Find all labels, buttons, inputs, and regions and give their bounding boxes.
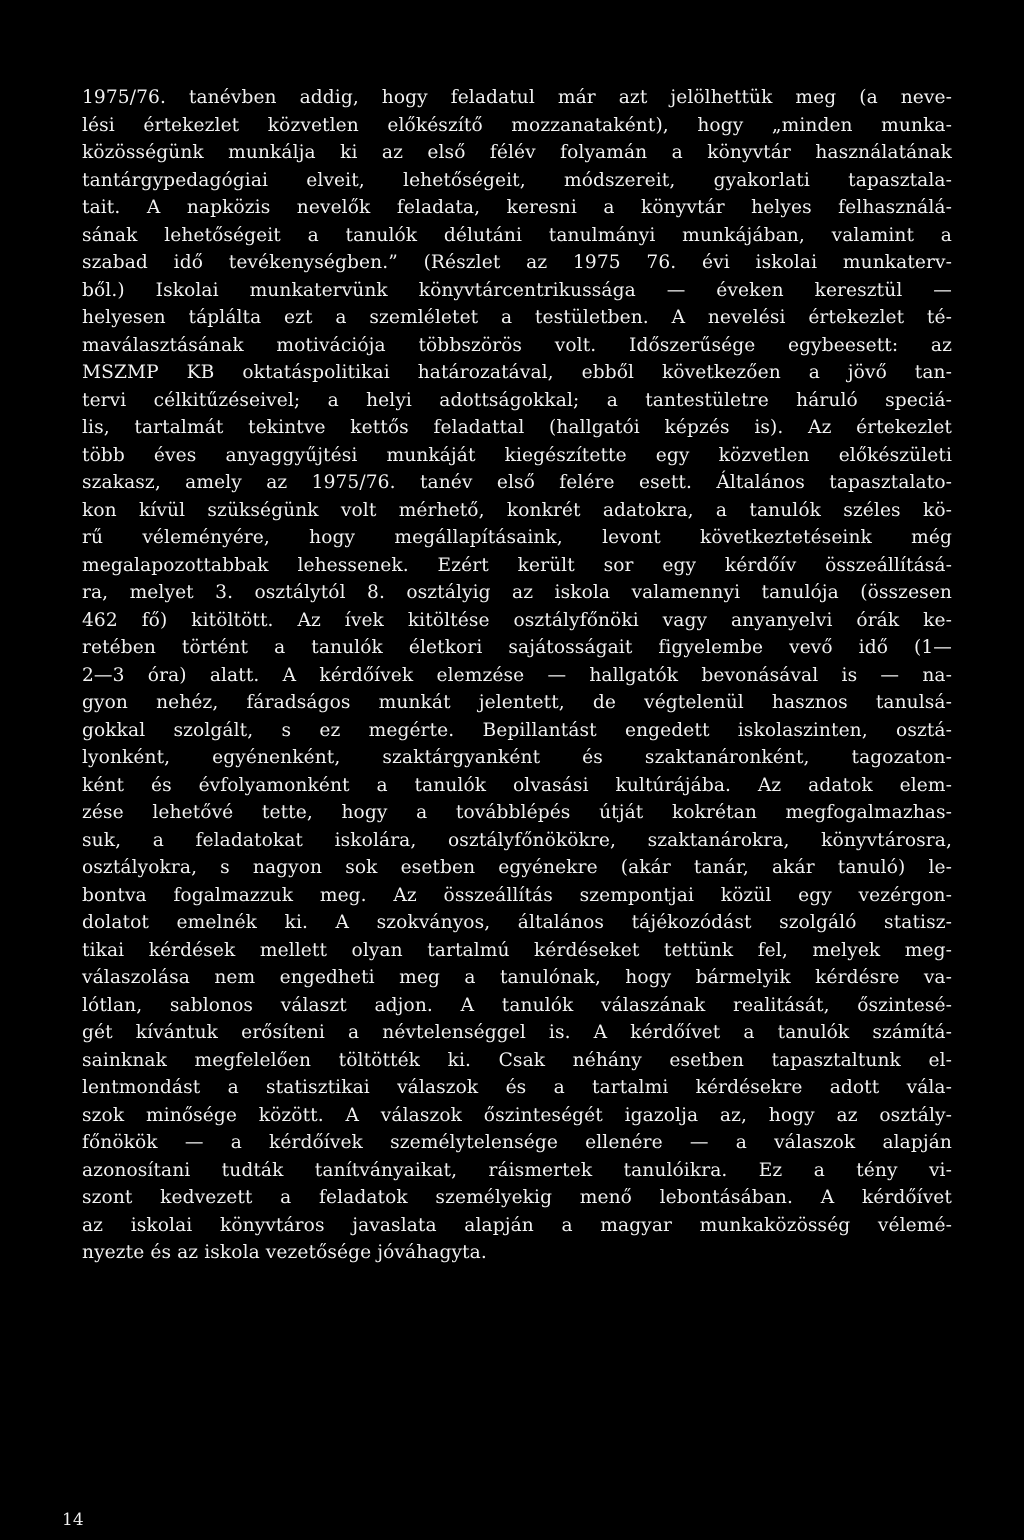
text-line: 2—3 óra) alatt. A kérdőívek elemzése — hallgatók bevonásával is — na- — [82, 664, 952, 686]
text-line: retében történt a tanulók életkori sajátosságait figyelembe vevő idő (1— — [82, 637, 952, 658]
text-line: gokkal szolgált, s ez megérte. Bepillantást engedett iskolaszinten, osztá- — [82, 719, 952, 741]
text-line: tikai kérdések mellett olyan tartalmú kérdéseket tettünk fel, melyek meg- — [82, 939, 952, 961]
page-number: 14 — [62, 1510, 84, 1530]
text-line: ként és évfolyamonként a tanulók olvasási kultúrájába. Az adatok elem- — [82, 774, 952, 796]
text-line: osztályokra, s nagyon sok esetben egyénekre (akár tanár, akár tanuló) le- — [82, 857, 952, 878]
text-line: bontva fogalmazzuk meg. Az összeállítás szempontjai közül egy vezérgon- — [82, 884, 952, 906]
text-line: szont kedvezett a feladatok személyekig menő lebontásában. A kérdőívet — [82, 1187, 952, 1208]
text-line: zése lehetővé tette, hogy a továbblépés útját kokrétan megfogalmazhas- — [82, 802, 952, 823]
text-line: tervi célkitűzéseivel; a helyi adottságokkal; a tantestületre háruló speciá- — [82, 389, 952, 411]
text-line: lentmondást a statisztikai válaszok és a tartalmi kérdésekre adott vála- — [82, 1077, 952, 1098]
text-line: szok minősége között. A válaszok őszinteségét igazolja az, hogy az osztály- — [82, 1104, 952, 1126]
text-line: dolatot emelnék ki. A szokványos, általános tájékozódást szolgáló statisz- — [82, 912, 952, 933]
text-line: az iskolai könyvtáros javaslata alapján a magyar munkaközösség vélemé- — [82, 1214, 952, 1236]
text-line: azonosítani tudták tanítványaikat, ráismertek tanulóikra. Ez a tény vi- — [82, 1159, 952, 1181]
text-line: főnökök — a kérdőívek személytelensége ellenére — a válaszok alapján — [82, 1132, 952, 1153]
text-line: sainknak megfelelően töltötték ki. Csak néhány esetben tapasztaltunk el- — [82, 1049, 952, 1071]
text-line: maválasztásának motivációja többszörös volt. Időszerűsége egybeesett: az — [82, 334, 952, 356]
text-line: több éves anyaggyűjtési munkáját kiegészítette egy közvetlen előkészületi — [82, 444, 952, 466]
text-line: közösségünk munkálja ki az első félév folyamán a könyvtár használatának — [82, 142, 952, 163]
text-line: lótlan, sablonos választ adjon. A tanulók válaszának realitását, őszintesé- — [82, 994, 952, 1016]
text-line: helyesen táplálta ezt a szemléletet a testületben. A nevelési értekezlet té- — [82, 307, 952, 328]
text-line: 462 fő) kitöltött. Az ívek kitöltése osztályfőnöki vagy anyanyelvi órák ke- — [82, 609, 952, 631]
text-line: szakasz, amely az 1975/76. tanév első felére esett. Általános tapasztalato- — [82, 472, 952, 493]
text-line: szabad idő tevékenységben.” (Részlet az 1975 76. évi iskolai munkaterv- — [82, 252, 952, 273]
text-line: suk, a feladatokat iskolára, osztályfőnökökre, szaktanárokra, könyvtárosra, — [82, 829, 952, 851]
text-line: tait. A napközis nevelők feladata, keresni a könyvtár helyes felhasználá- — [82, 197, 952, 218]
body-text — [82, 84, 952, 1267]
text-line-last: nyezte és az iskola vezetősége jóváhagyta. — [82, 1242, 487, 1263]
text-line: lési értekezlet közvetlen előkészítő mozzanataként), hogy „minden munka- — [82, 114, 952, 136]
text-line: ra, melyet 3. osztálytól 8. osztályig az iskola valamennyi tanulója (összesen — [82, 582, 952, 603]
text-line: lis, tartalmát tekintve kettős feladattal (hallgatói képzés is). Az értekezlet — [82, 417, 952, 438]
text-line: tantárgypedagógiai elveit, lehetőségeit, módszereit, gyakorlati tapasztala- — [82, 169, 952, 191]
text-line: kon kívül szükségünk volt mérhető, konkrét adatokra, a tanulók széles kö- — [82, 499, 952, 521]
text-line: rű véleményére, hogy megállapításaink, levont következtetéseink még — [82, 527, 952, 548]
text-line: gyon nehéz, fáradságos munkát jelentett, de végtelenül hasznos tanulsá- — [82, 692, 952, 713]
text-line: megalapozottabbak lehessenek. Ezért került sor egy kérdőív összeállításá- — [82, 554, 952, 576]
text-line: lyonként, egyénenként, szaktárgyanként és szaktanáronként, tagozaton- — [82, 747, 952, 768]
text-line: ből.) Iskolai munkatervünk könyvtárcentrikussága — éveken keresztül — — [82, 279, 952, 301]
text-line: MSZMP KB oktatáspolitikai határozatával, ebből következően a jövő tan- — [82, 362, 952, 383]
text-line: válaszolása nem engedheti meg a tanulónak, hogy bármelyik kérdésre va- — [82, 967, 952, 988]
text-line: sának lehetőségeit a tanulók délutáni tanulmányi munkájában, valamint a — [82, 224, 952, 246]
text-line: gét kívántuk erősíteni a névtelenséggel is. A kérdőívet a tanulók számítá- — [82, 1022, 952, 1043]
text-line: 1975/76. tanévben addig, hogy feladatul már azt jelölhettük meg (a neve- — [82, 87, 952, 108]
